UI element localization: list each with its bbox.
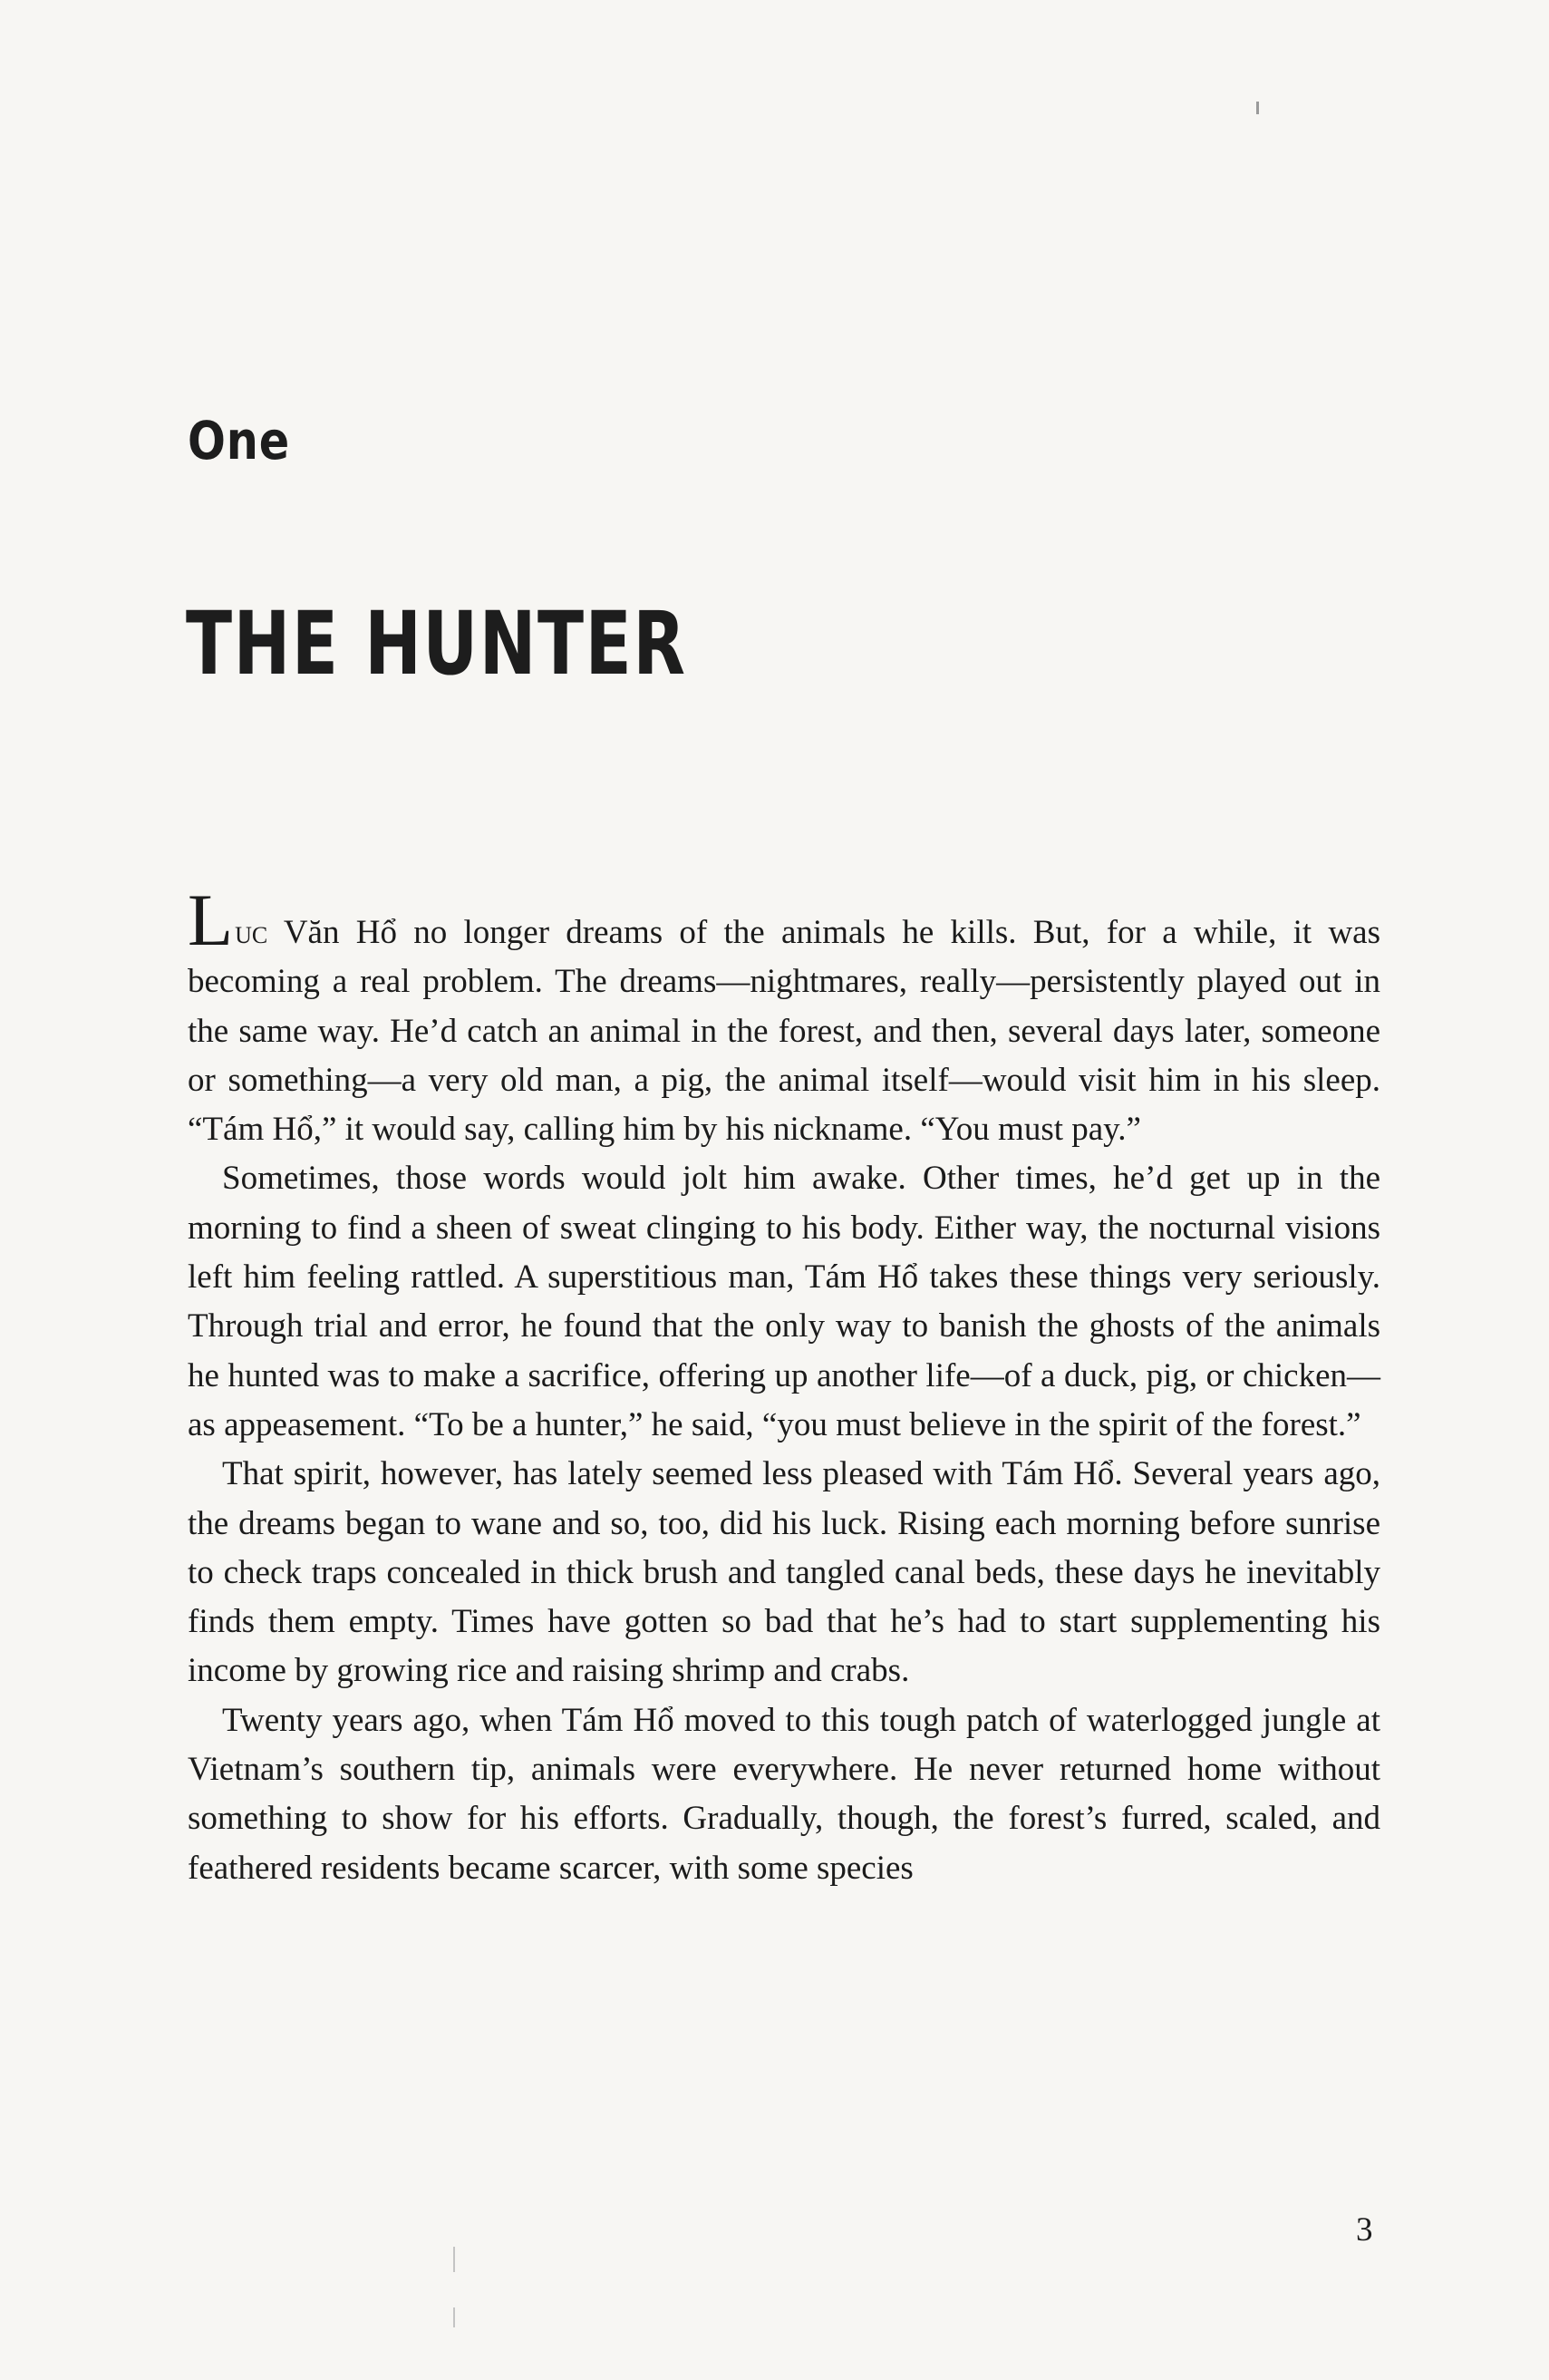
scan-speck bbox=[1256, 102, 1259, 114]
paragraph-2: Sometimes, those words would jolt him awake. Other times, he’d get up in the morning to find a sheen of sweat clinging to his body. Either way, the nocturnal visions left him feeling rattled. A superstitious man, Tám Hổ takes these things very seriously. Through trial and error, he found that the only way to banish the ghosts of the animals he hunted was to make a sacrifice, offering up another life—of a duck, pig, or chicken—as appeasement. “To be a hunter,” he said, “you must believe in the spirit of the forest.” bbox=[188, 1160, 1380, 1443]
small-caps-word: uc bbox=[235, 914, 268, 951]
chapter-number: One bbox=[188, 410, 290, 471]
chapter-title: THE HUNTER bbox=[186, 593, 687, 695]
paragraph-1 bbox=[188, 879, 1380, 1154]
drop-cap: L bbox=[188, 879, 234, 961]
scan-speck bbox=[453, 2247, 455, 2272]
page-number: 3 bbox=[1356, 2211, 1373, 2249]
chapter-body bbox=[188, 879, 1380, 1893]
scan-speck bbox=[453, 2307, 455, 2327]
paragraph-1-text: Văn Hổ no longer dreams of the animals he kills. But, for a while, it was becoming a real problem. The dreams—nightmares, really—persistently played out in the same way. He’d catch an animal in the forest, and then, several days later, someone or something—a very old man, a pig, the animal itself—would visit him in his sleep. “Tám Hổ,” it would say, calling him by his nickname. “You must pay.” bbox=[188, 914, 1380, 1149]
paragraph-3: That spirit, however, has lately seemed less pleased with Tám Hổ. Several years ago, the dreams began to wane and so, too, did his luck. Rising each morning before sunrise to check traps concealed in thick brush and tangled canal beds, these days he inevitably finds them empty. Times have gotten so bad that he’s had to start supplementing his income by growing rice and raising shrimp and crabs. bbox=[188, 1455, 1380, 1690]
paragraph-4: Twenty years ago, when Tám Hổ moved to this tough patch of waterlogged jungle at Vietnam’s southern tip, animals were everywhere. He never returned home without something to show for his efforts. Gradually, though, the forest’s furred, scaled, and feathered residents became scarcer, with some species bbox=[188, 1701, 1380, 1887]
